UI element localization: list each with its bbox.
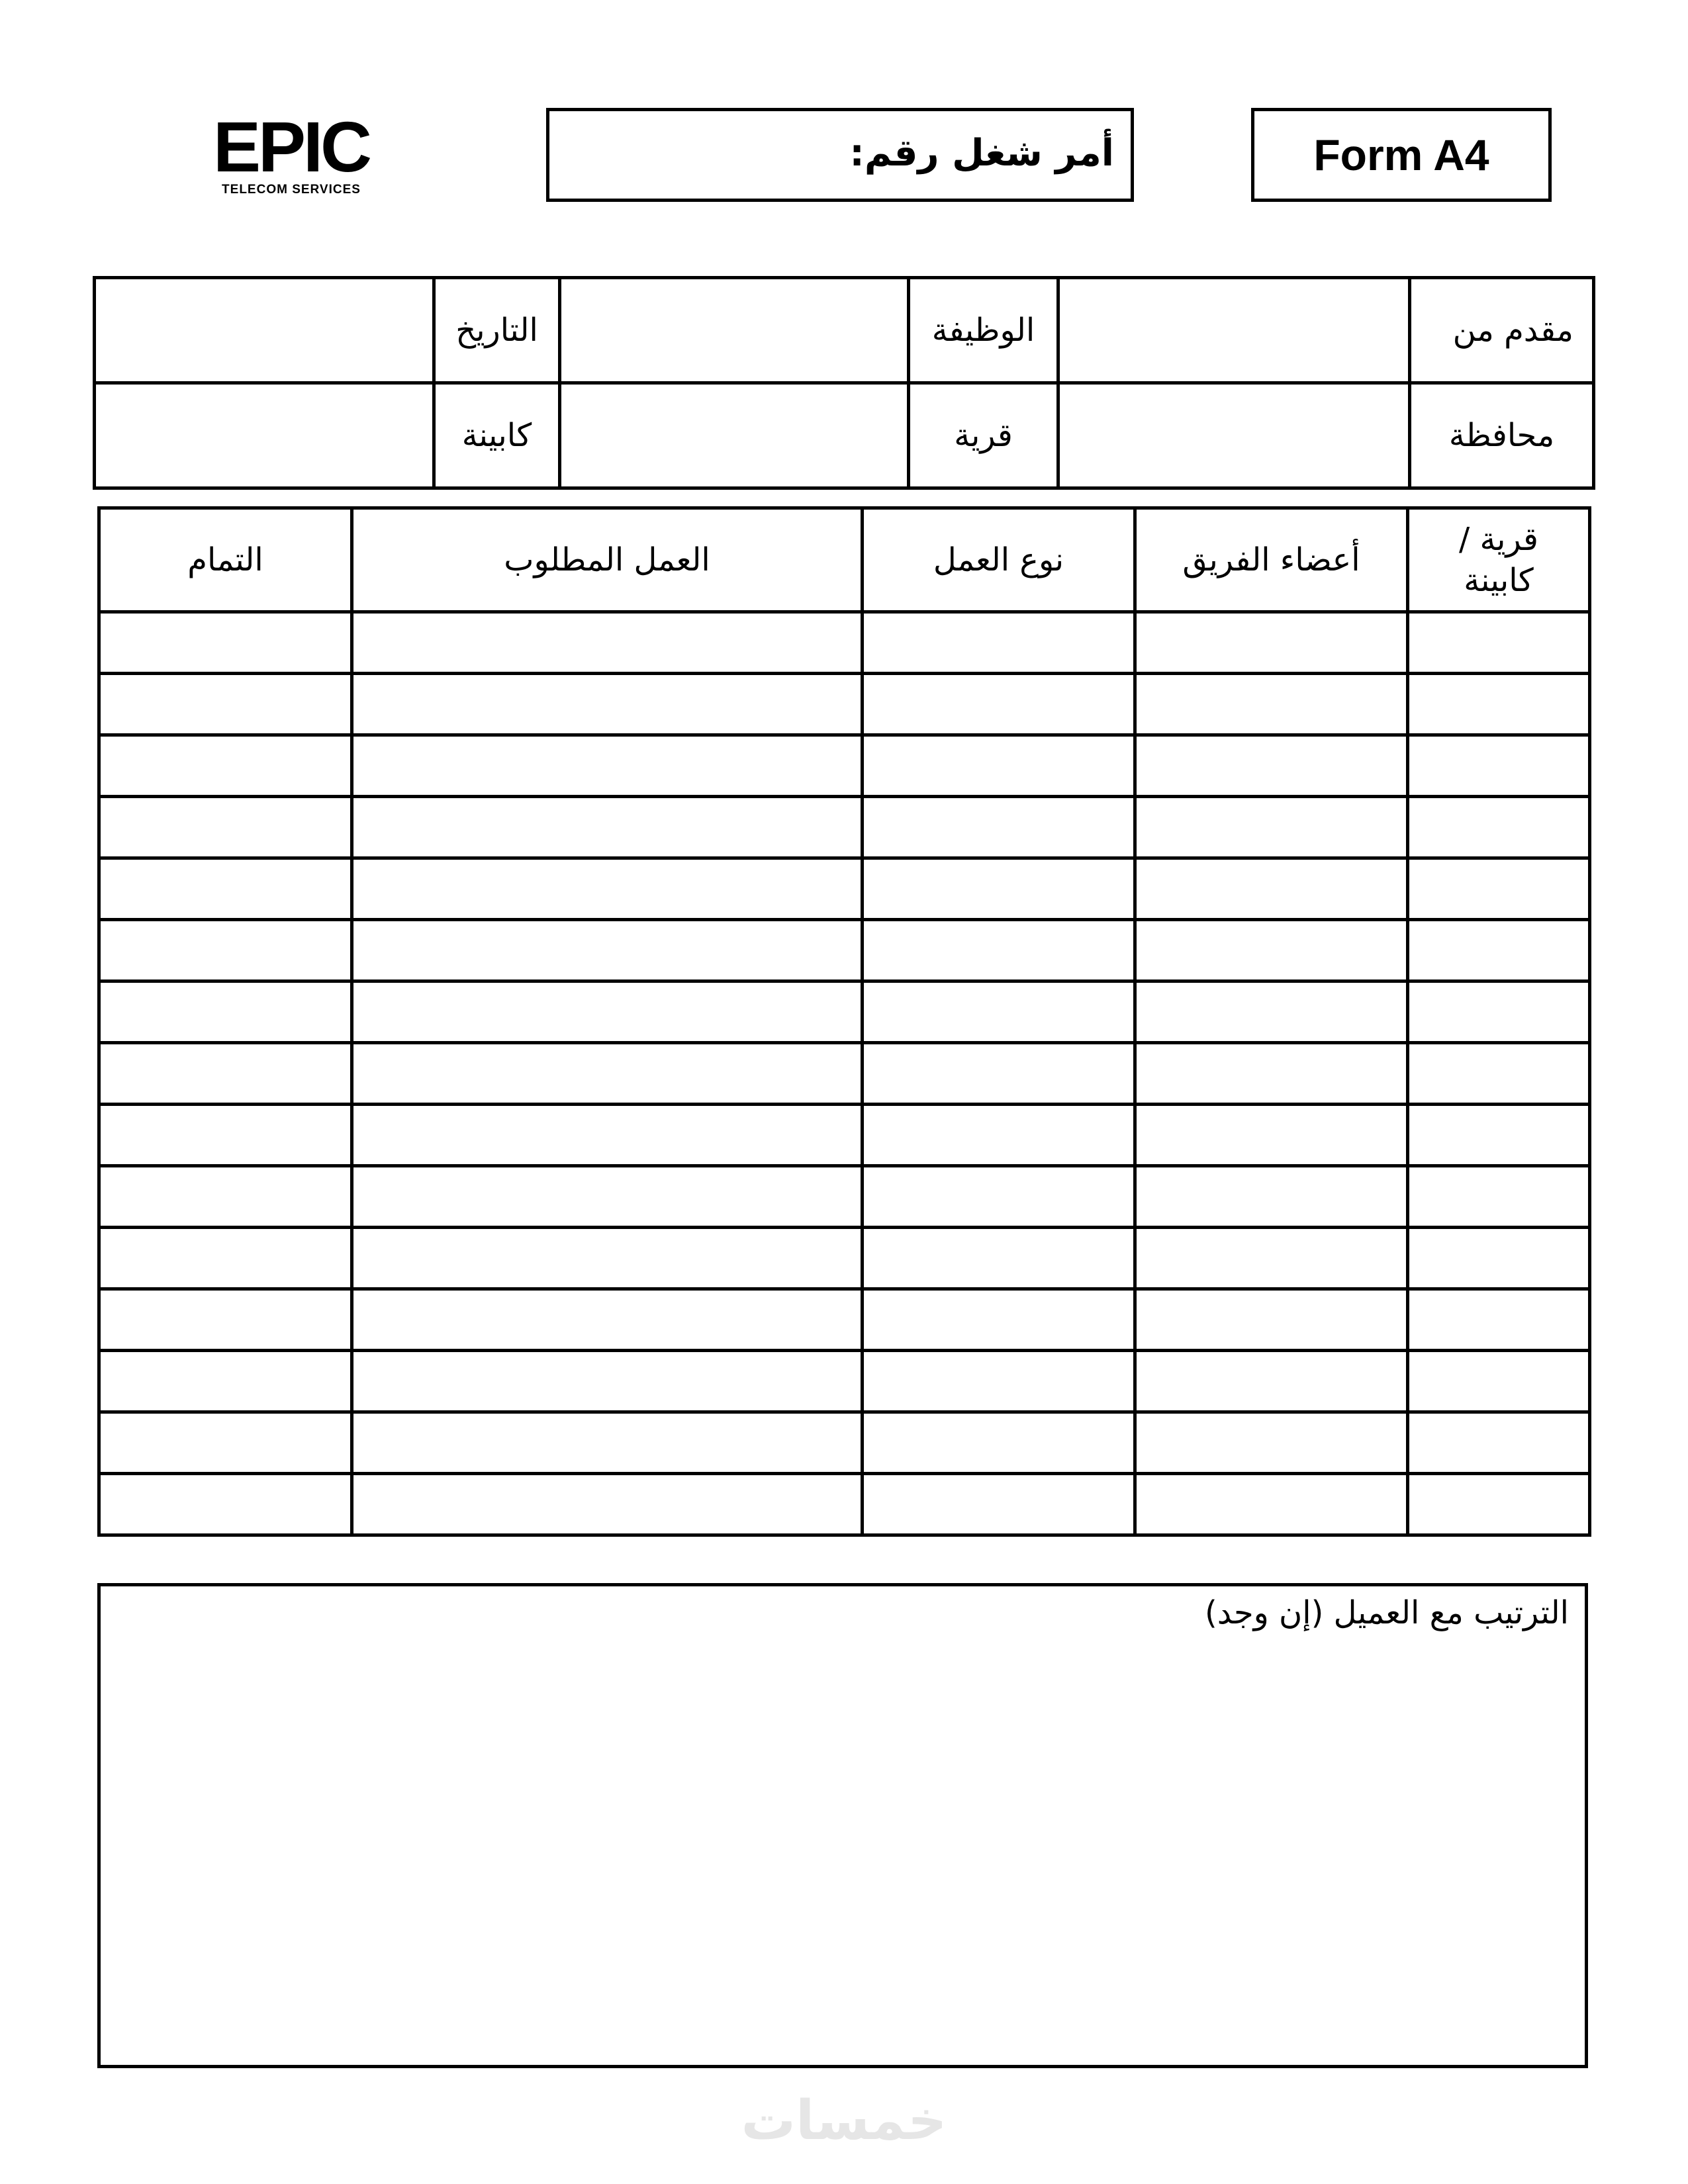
required-work-cell[interactable]	[352, 1289, 863, 1351]
village-field[interactable]	[560, 383, 909, 488]
team-members-cell[interactable]	[1135, 981, 1408, 1043]
village-cabinet-cell[interactable]	[1408, 612, 1590, 674]
table-row	[99, 1474, 1590, 1535]
job-label: الوظيفة	[909, 278, 1058, 383]
work-type-cell[interactable]	[863, 1412, 1135, 1474]
customer-arrangement-label: الترتيب مع العميل (إن وجد)	[1205, 1594, 1569, 1631]
village-cabinet-cell[interactable]	[1408, 1105, 1590, 1166]
work-order-number-field[interactable]	[546, 108, 1134, 202]
completion-cell[interactable]	[99, 1166, 352, 1228]
info-row	[95, 278, 1594, 383]
completion-cell[interactable]	[99, 735, 352, 797]
table-row	[99, 1166, 1590, 1228]
team-members-cell[interactable]	[1135, 1166, 1408, 1228]
required-work-cell[interactable]	[352, 920, 863, 981]
form-id-label: Form A4	[1313, 130, 1489, 179]
info-row	[95, 383, 1594, 488]
village-cabinet-cell[interactable]	[1408, 920, 1590, 981]
completion-cell[interactable]	[99, 1474, 352, 1535]
completion-cell[interactable]	[99, 674, 352, 735]
date-field[interactable]	[95, 278, 434, 383]
village-cabinet-cell[interactable]	[1408, 981, 1590, 1043]
table-row	[99, 1228, 1590, 1289]
work-table-header	[99, 508, 1590, 612]
completion-cell[interactable]	[99, 1289, 352, 1351]
customer-arrangement-notes[interactable]	[97, 1583, 1588, 2068]
logo-wordmark: EPIC	[212, 107, 370, 187]
team-members-cell[interactable]	[1135, 612, 1408, 674]
work-type-cell[interactable]	[863, 1351, 1135, 1412]
work-type-cell[interactable]	[863, 1105, 1135, 1166]
date-label: التاريخ	[434, 278, 560, 383]
work-table	[97, 506, 1591, 1537]
table-row	[99, 612, 1590, 674]
table-row	[99, 1289, 1590, 1351]
work-type-cell[interactable]	[863, 858, 1135, 920]
team-members-cell[interactable]	[1135, 1289, 1408, 1351]
required-work-cell[interactable]	[352, 981, 863, 1043]
team-members-cell[interactable]	[1135, 1105, 1408, 1166]
submitted-by-field[interactable]	[1058, 278, 1410, 383]
required-work-cell[interactable]	[352, 1474, 863, 1535]
completion-cell[interactable]	[99, 981, 352, 1043]
work-type-cell[interactable]	[863, 920, 1135, 981]
table-row	[99, 1043, 1590, 1105]
work-type-cell[interactable]	[863, 1474, 1135, 1535]
village-cabinet-cell[interactable]	[1408, 797, 1590, 858]
village-cabinet-cell[interactable]	[1408, 1474, 1590, 1535]
completion-cell[interactable]	[99, 1043, 352, 1105]
team-members-cell[interactable]	[1135, 797, 1408, 858]
logo-tagline: TELECOM SERVICES	[222, 183, 361, 197]
village-cabinet-cell[interactable]	[1408, 1166, 1590, 1228]
village-cabinet-cell[interactable]	[1408, 1228, 1590, 1289]
work-order-number-label: أمر شغل رقم:	[849, 132, 1114, 175]
header-work-type: نوع العمل	[863, 508, 1135, 612]
team-members-cell[interactable]	[1135, 674, 1408, 735]
form-id-box	[1251, 108, 1552, 202]
team-members-cell[interactable]	[1135, 858, 1408, 920]
governorate-field[interactable]	[1058, 383, 1410, 488]
watermark-logo: خمسات	[741, 2089, 947, 2152]
required-work-cell[interactable]	[352, 1351, 863, 1412]
header-completion: التمام	[99, 508, 352, 612]
table-row	[99, 1412, 1590, 1474]
work-type-cell[interactable]	[863, 674, 1135, 735]
work-type-cell[interactable]	[863, 1043, 1135, 1105]
village-cabinet-cell[interactable]	[1408, 1412, 1590, 1474]
completion-cell[interactable]	[99, 920, 352, 981]
company-logo	[205, 107, 377, 205]
table-row	[99, 1105, 1590, 1166]
completion-cell[interactable]	[99, 612, 352, 674]
work-type-cell[interactable]	[863, 1289, 1135, 1351]
table-row	[99, 674, 1590, 735]
table-row	[99, 858, 1590, 920]
required-work-cell[interactable]	[352, 797, 863, 858]
team-members-cell[interactable]	[1135, 1412, 1408, 1474]
required-work-cell[interactable]	[352, 858, 863, 920]
job-field[interactable]	[560, 278, 909, 383]
cabinet-label: كابينة	[434, 383, 560, 488]
table-row	[99, 981, 1590, 1043]
completion-cell[interactable]	[99, 1351, 352, 1412]
required-work-cell[interactable]	[352, 612, 863, 674]
work-type-cell[interactable]	[863, 735, 1135, 797]
completion-cell[interactable]	[99, 1412, 352, 1474]
work-type-cell[interactable]	[863, 797, 1135, 858]
cabinet-field[interactable]	[95, 383, 434, 488]
table-row	[99, 1351, 1590, 1412]
village-cabinet-cell[interactable]	[1408, 674, 1590, 735]
required-work-cell[interactable]	[352, 1412, 863, 1474]
team-members-cell[interactable]	[1135, 1043, 1408, 1105]
completion-cell[interactable]	[99, 1228, 352, 1289]
team-members-cell[interactable]	[1135, 735, 1408, 797]
completion-cell[interactable]	[99, 858, 352, 920]
team-members-cell[interactable]	[1135, 920, 1408, 981]
village-cabinet-cell[interactable]	[1408, 1043, 1590, 1105]
header-village-cabinet: قرية / كابينة	[1408, 508, 1590, 612]
header-team-members: أعضاء الفريق	[1135, 508, 1408, 612]
team-members-cell[interactable]	[1135, 1474, 1408, 1535]
required-work-cell[interactable]	[352, 1043, 863, 1105]
required-work-cell[interactable]	[352, 1166, 863, 1228]
team-members-cell[interactable]	[1135, 1228, 1408, 1289]
team-members-cell[interactable]	[1135, 1351, 1408, 1412]
village-cabinet-cell[interactable]	[1408, 735, 1590, 797]
work-type-cell[interactable]	[863, 1166, 1135, 1228]
required-work-cell[interactable]	[352, 735, 863, 797]
required-work-cell[interactable]	[352, 1105, 863, 1166]
required-work-cell[interactable]	[352, 1228, 863, 1289]
village-cabinet-cell[interactable]	[1408, 1351, 1590, 1412]
governorate-label: محافظة	[1410, 383, 1594, 488]
info-grid	[93, 276, 1595, 490]
table-row	[99, 797, 1590, 858]
work-type-cell[interactable]	[863, 1228, 1135, 1289]
village-cabinet-cell[interactable]	[1408, 858, 1590, 920]
work-type-cell[interactable]	[863, 612, 1135, 674]
work-type-cell[interactable]	[863, 981, 1135, 1043]
submitted-by-label: مقدم من	[1410, 278, 1594, 383]
village-label: قرية	[909, 383, 1058, 488]
work-table-body	[99, 612, 1590, 1535]
table-row	[99, 920, 1590, 981]
completion-cell[interactable]	[99, 1105, 352, 1166]
table-row	[99, 735, 1590, 797]
header-required-work: العمل المطلوب	[352, 508, 863, 612]
completion-cell[interactable]	[99, 797, 352, 858]
required-work-cell[interactable]	[352, 674, 863, 735]
village-cabinet-cell[interactable]	[1408, 1289, 1590, 1351]
